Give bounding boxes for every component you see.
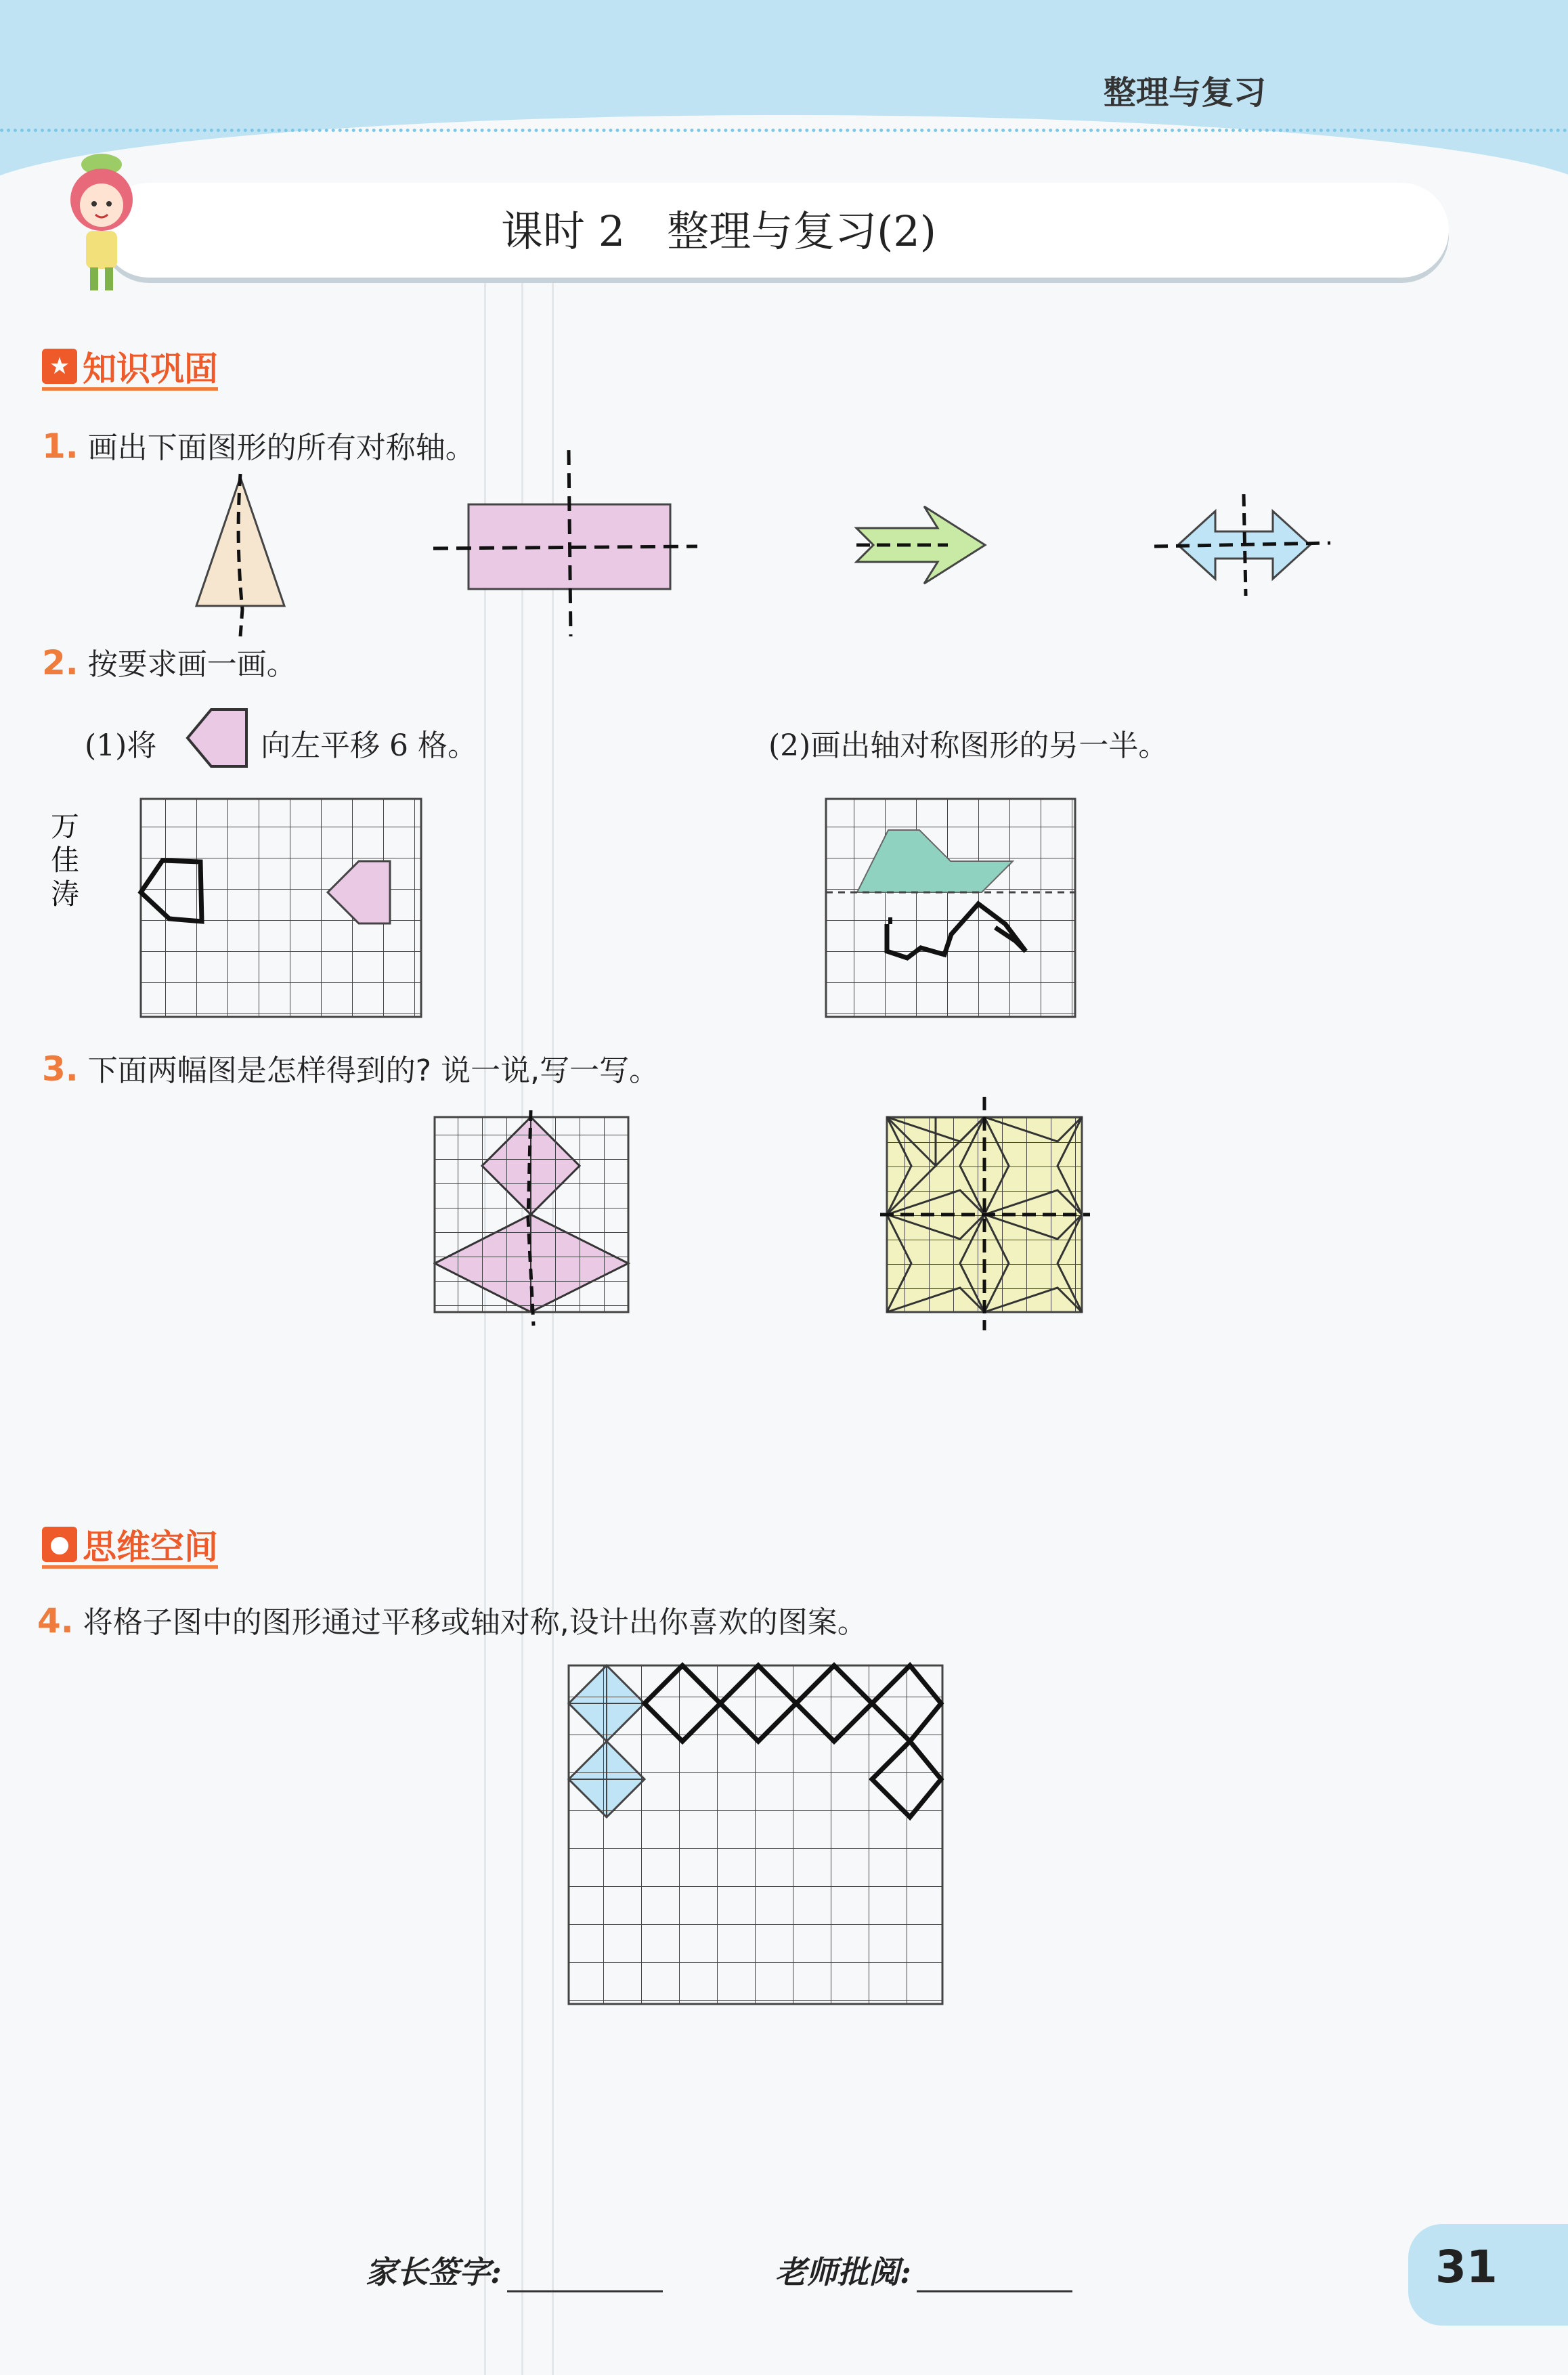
parent-sign-label: 家长签字: bbox=[366, 2254, 502, 2290]
category-badge-consolidate bbox=[42, 345, 218, 391]
question-number: 1. bbox=[42, 427, 79, 466]
pentagon-shape-icon bbox=[184, 704, 252, 772]
parent-sign-field[interactable] bbox=[507, 2263, 663, 2292]
svg-text:佳: 佳 bbox=[51, 844, 80, 877]
lightbulb-icon: ● bbox=[42, 1527, 77, 1562]
question-text: 将格子图中的图形通过平移或轴对称,设计出你喜欢的图案。 bbox=[83, 1605, 867, 1640]
footer-parent-sign bbox=[366, 2248, 663, 2292]
q2-part2-text: (2)画出轴对称图形的另一半。 bbox=[768, 728, 1169, 763]
q2-grid-symmetry bbox=[823, 796, 1080, 1026]
q3-figure-rotation bbox=[433, 1110, 636, 1327]
question-text: 下面两幅图是怎样得到的? 说一说,写一写。 bbox=[87, 1053, 659, 1088]
question-3 bbox=[42, 1046, 659, 1089]
q2-grid-translate bbox=[41, 796, 433, 1026]
footer-teacher-review bbox=[775, 2248, 1072, 2292]
teacher-review-label: 老师批阅: bbox=[775, 2254, 911, 2290]
section-tag: 整理与复习 bbox=[1104, 74, 1267, 112]
q4-design-grid bbox=[565, 1659, 951, 2011]
teacher-review-field[interactable] bbox=[917, 2263, 1072, 2292]
double-arrow-figure bbox=[1154, 494, 1330, 596]
q2-part1-suffix: 向左平移 6 格。 bbox=[261, 728, 477, 763]
svg-text:涛: 涛 bbox=[51, 877, 80, 911]
question-number: 3. bbox=[42, 1049, 79, 1089]
question-number: 2. bbox=[42, 643, 79, 682]
q2-part1-prefix: (1)将 bbox=[85, 728, 157, 763]
category-label: 思维空间 bbox=[83, 1527, 218, 1567]
question-text: 画出下面图形的所有对称轴。 bbox=[87, 431, 475, 465]
page-number: 31 bbox=[1435, 2241, 1498, 2293]
question-text: 按要求画一画。 bbox=[87, 647, 297, 682]
arrow-figure bbox=[856, 506, 985, 584]
q3-figure-stars bbox=[880, 1093, 1104, 1337]
q1-figures bbox=[176, 440, 1368, 643]
category-label: 知识巩固 bbox=[83, 349, 218, 389]
header-dotted-line bbox=[0, 129, 1568, 146]
triangle-figure bbox=[196, 474, 284, 636]
question-number: 4. bbox=[37, 1601, 74, 1640]
rectangle-figure bbox=[433, 450, 697, 636]
lesson-title: 课时 2 整理与复习(2) bbox=[501, 206, 936, 256]
mascot-icon bbox=[58, 146, 146, 301]
svg-text:万: 万 bbox=[51, 810, 80, 843]
question-2 bbox=[42, 640, 297, 683]
star-icon: ★ bbox=[42, 349, 77, 384]
category-badge-thinking bbox=[42, 1523, 218, 1569]
question-4 bbox=[37, 1598, 867, 1641]
